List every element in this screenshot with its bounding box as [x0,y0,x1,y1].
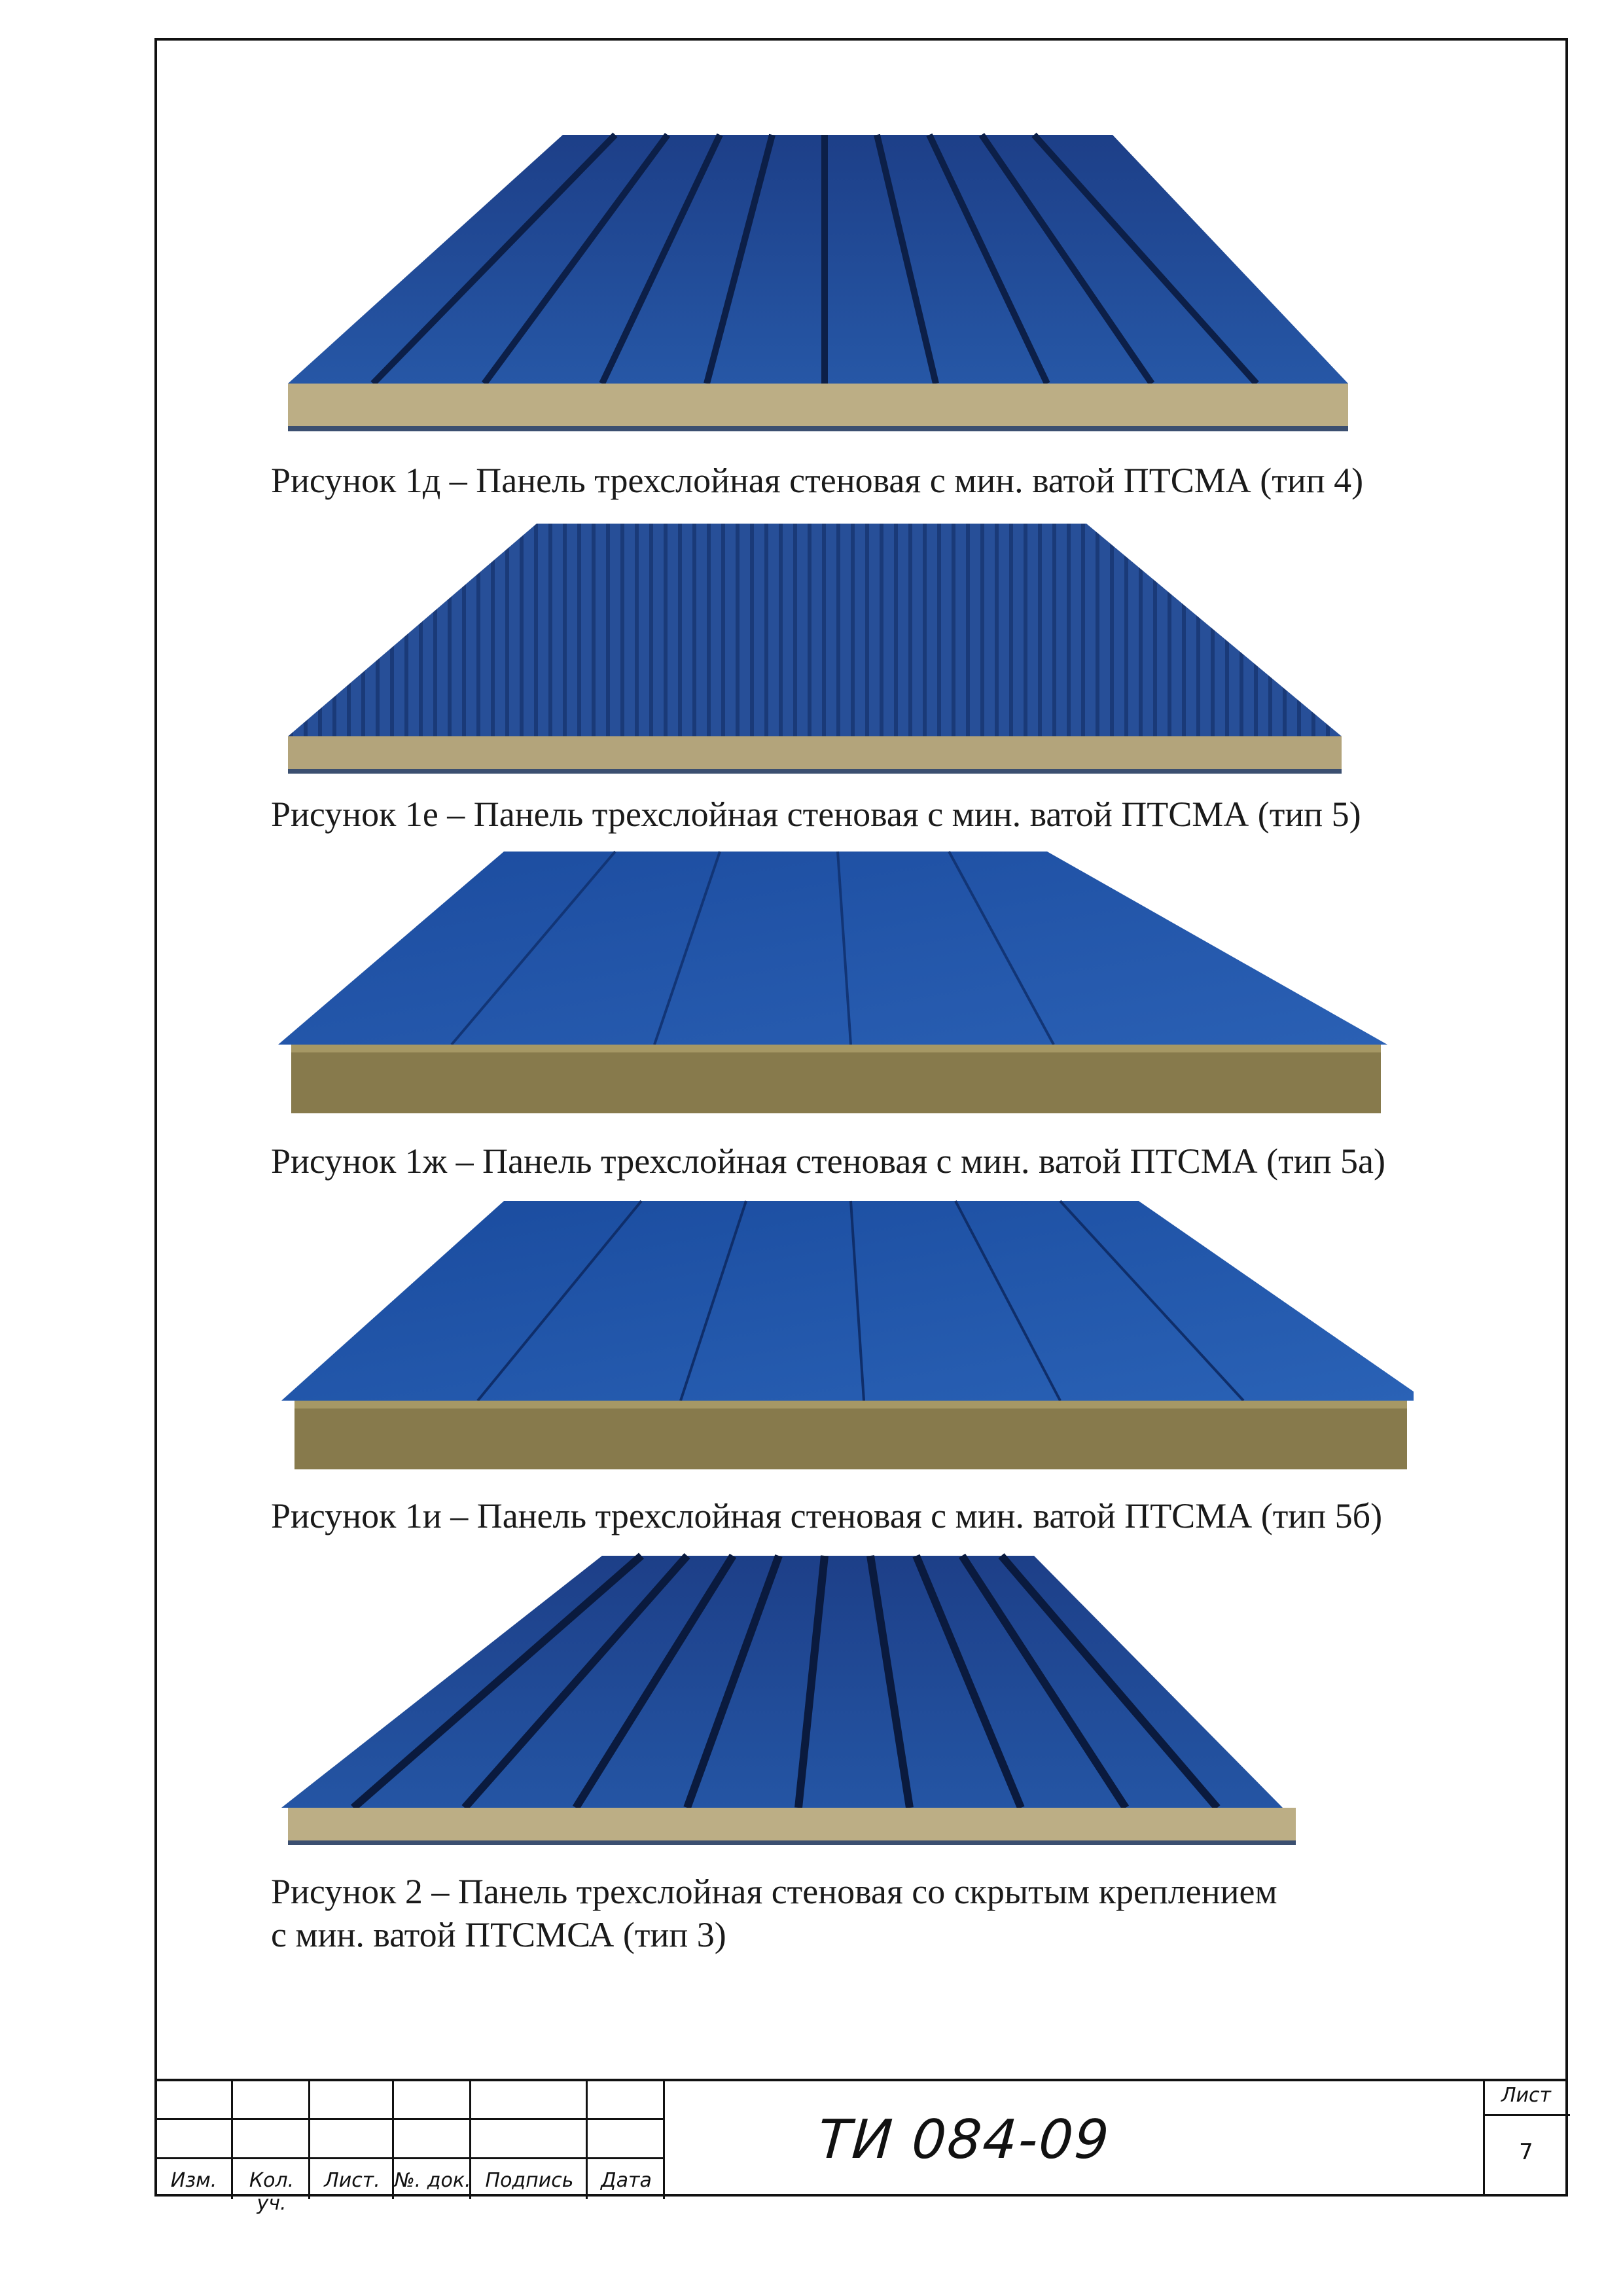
stamp-row-line [154,2118,665,2120]
stamp-label-dok: №. док. [394,2169,471,2192]
stamp-label-podpis: Подпись [485,2169,574,2192]
stamp-label-list: Лист. [324,2169,380,2192]
figure-caption-1e: Рисунок 1е – Панель трехслойная стеновая с мин. ватой ПТСМА (тип 5) [271,795,1361,834]
figure-caption-2-line1: Рисунок 2 – Панель трехслойная стеновая со скрытым креплением [271,1872,1277,1911]
panel-image-type-5b [275,1198,1414,1479]
sheet-box [1483,2079,1568,2197]
figure-caption-1d: Рисунок 1д – Панель трехслойная стеновая с мин. ватой ПТСМА (тип 4) [271,461,1364,500]
stamp-row-line [154,2157,665,2159]
panel-image-type-5a [275,848,1414,1123]
figure-caption-2-line2: с мин. ватой ПТСМСА (тип 3) [271,1915,726,1954]
stamp-label-kol: Кол. уч. [249,2169,294,2215]
sheet-number: 7 [1519,2139,1533,2165]
stamp-label-izm: Изм. [170,2169,217,2192]
sheet-label: Лист [1501,2084,1552,2107]
figure-caption-1i: Рисунок 1и – Панель трехслойная стеновая с мин. ватой ПТСМА (тип 5б) [271,1496,1383,1535]
figure-caption-1zh: Рисунок 1ж – Панель трехслойная стеновая с мин. ватой ПТСМА (тип 5а) [271,1141,1385,1181]
panel-image-type-3 [275,1552,1414,1854]
stamp-label-data: Дата [601,2169,652,2192]
panel-image-type-5 [275,517,1414,785]
sheet-divider [1485,2114,1570,2116]
document-code: ТИ 084-09 [815,2109,1113,2171]
panel-image-type-4 [275,128,1414,440]
